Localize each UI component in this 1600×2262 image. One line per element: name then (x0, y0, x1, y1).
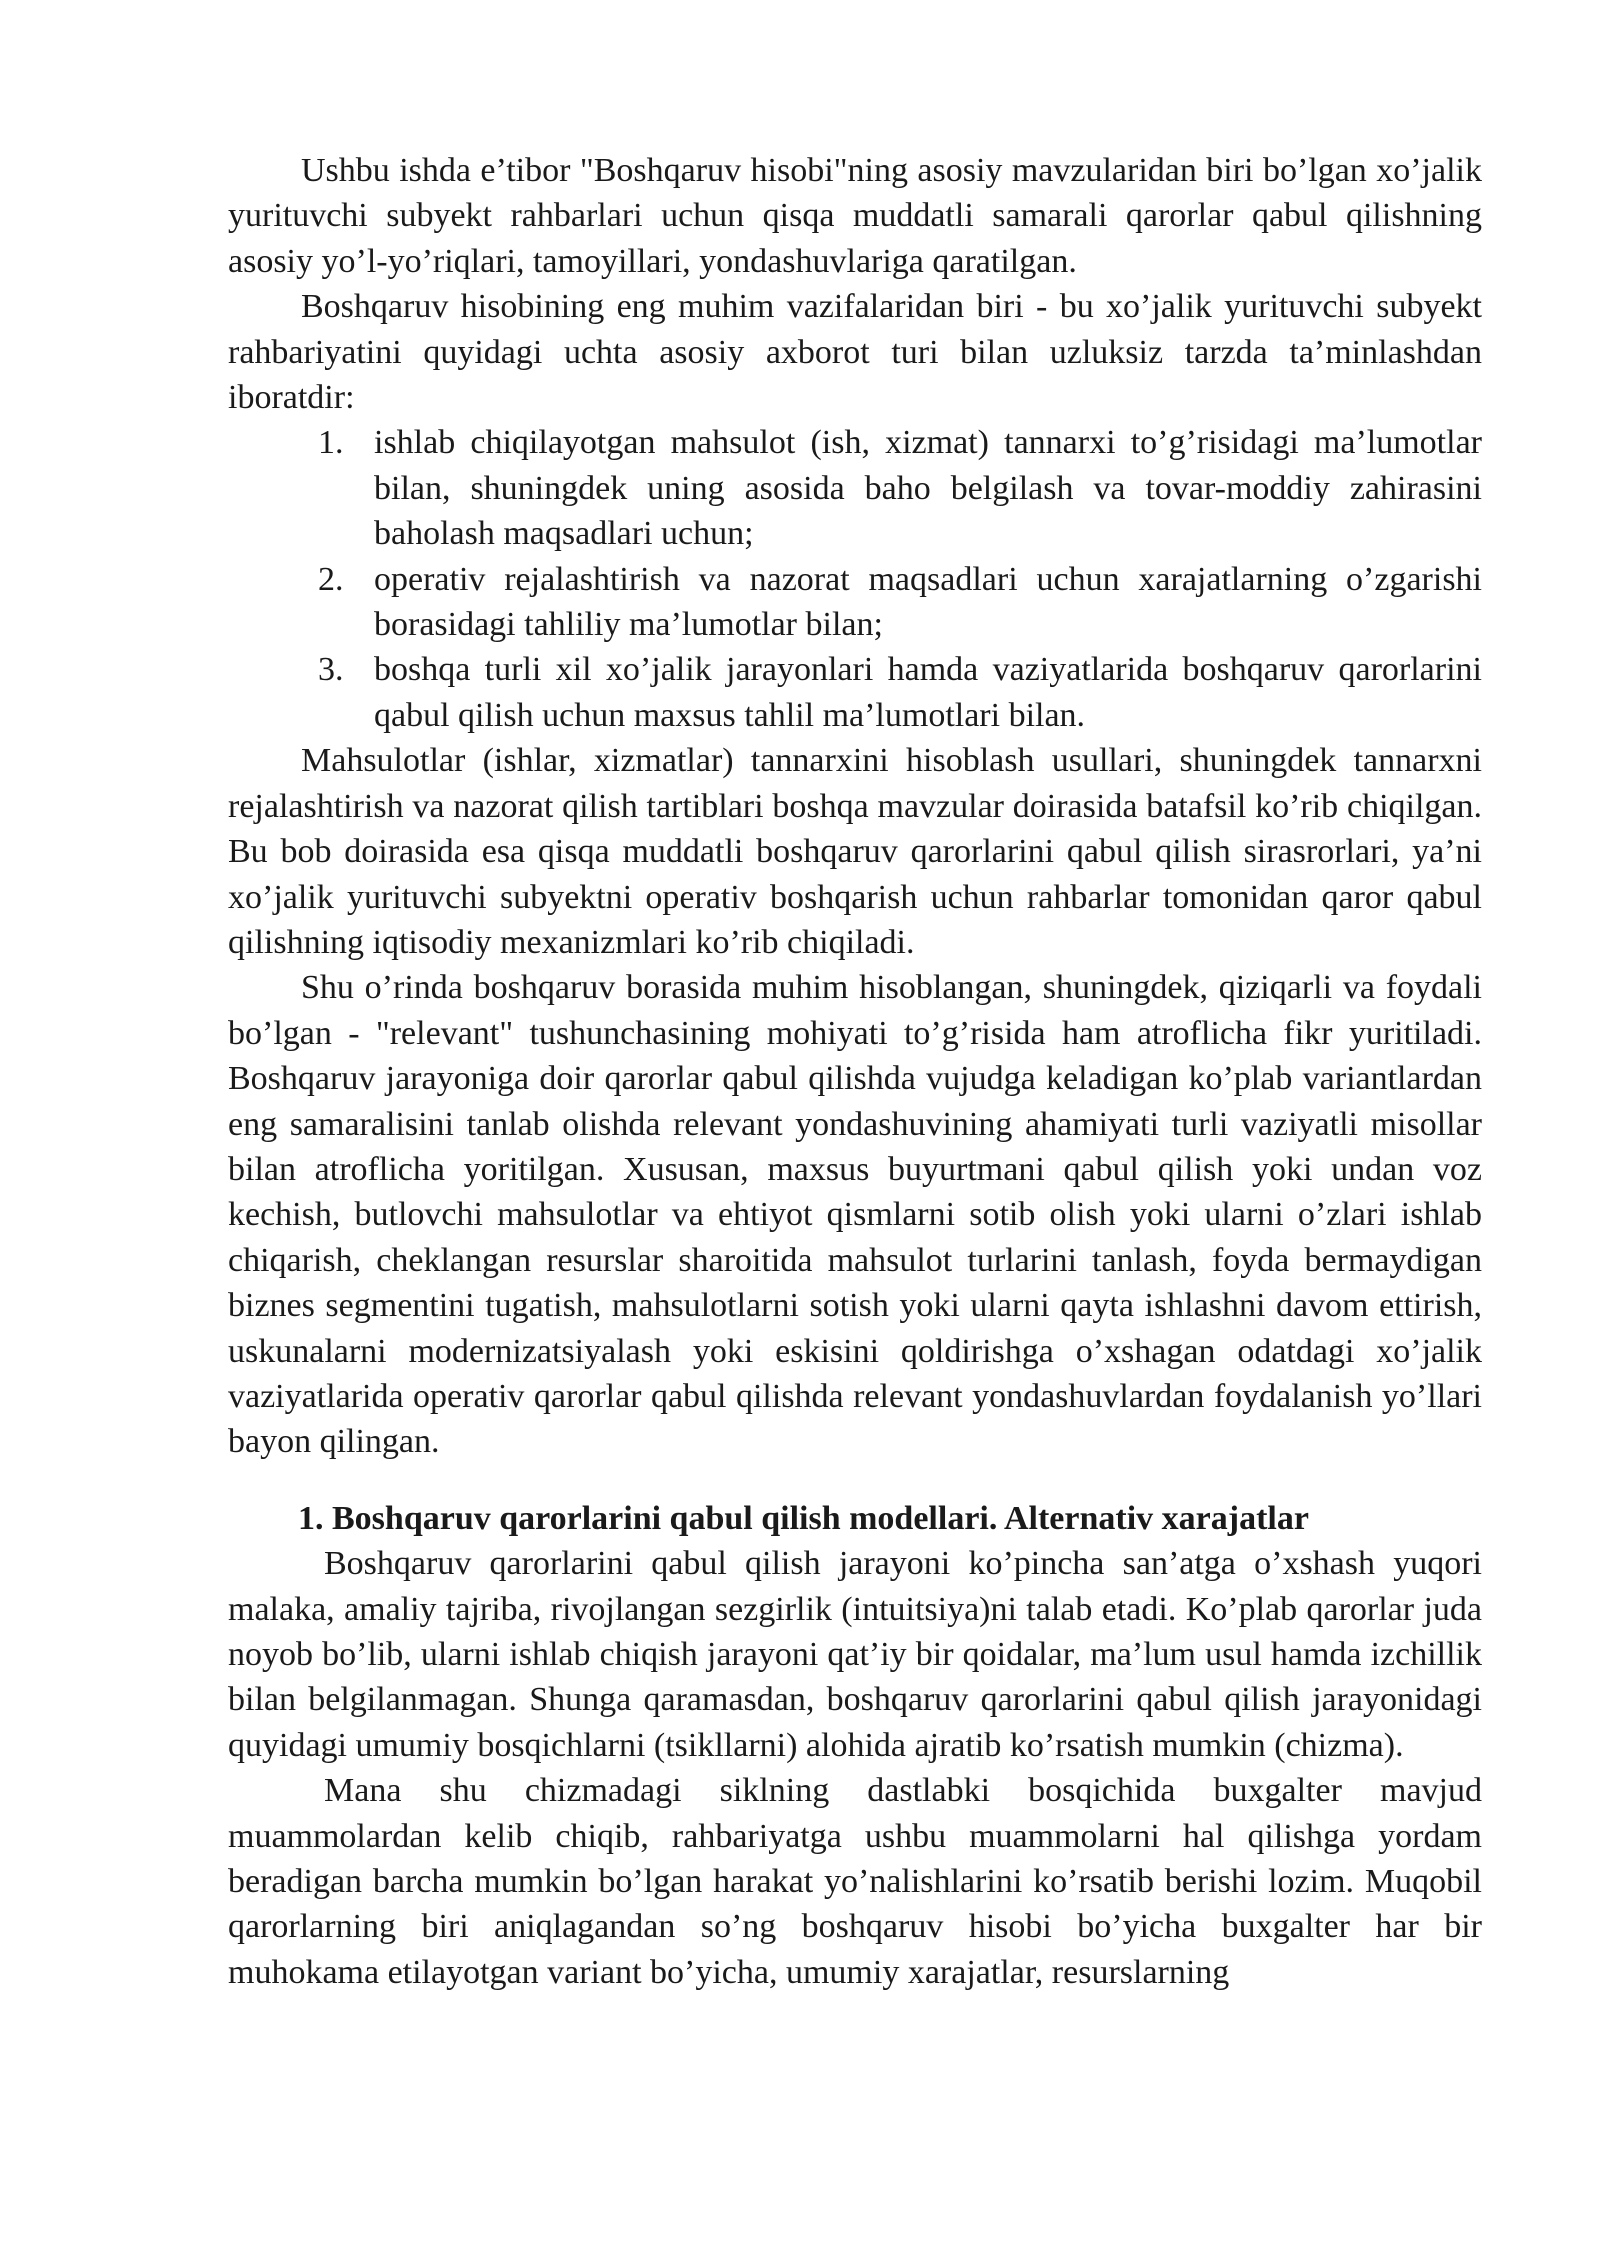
list-item-text: operativ rejalashtirish va nazorat maqsadlari uchun xarajatlarning o’zgarishi borasidagi tahliliy ma’lumotlar bilan; (374, 560, 1482, 644)
paragraph: Mana shu chizmadagi siklning dastlabki bosqichida buxgalter mavjud muammolardan kelib chiqib, rahbariyatga ushbu muammolarni hal qilishga yordam beradigan barcha mumkin bo’lgan harakat yo’nalishlarini ko’rsatib berishi lozim. Muqobil qarorlarning biri aniqlagandan so’ng boshqaruv hisobi bo’yicha buxgalter har bir muhokama etilayotgan variant bo’yicha, umumiy xarajatlar, resurslarning (228, 1772, 1482, 1991)
paragraph: Mahsulotlar (ishlar, xizmatlar) tannarxini hisoblash usullari, shuningdek tannarxni rejalashtirish va nazorat qilish tartiblari boshqa mavzular doirasida batafsil ko’rib chiqilgan. Bu bob doirasida esa qisqa muddatli boshqaruv qarorlarini qabul qilish sirasrorlari, ya’ni xo’jalik yurituvchi subyektni operativ boshqarish uchun rahbarlar tomonidan qaror qabul qilishning iqtisodiy mexanizmlari ko’rib chiqiladi. (228, 742, 1482, 961)
paragraph: Boshqaruv qarorlarini qabul qilish jarayoni ko’pincha san’atga o’xshash yuqori malaka, amaliy tajriba, rivojlangan sezgirlik (intuitsiya)ni talab etadi. Ko’plab qarorlar juda noyob bo’lib, ularni ishlab chiqish jarayoni qat’iy bir qoidalar, ma’lum usul hamda izchillik bilan belgilanmagan. Shunga qaramasdan, boshqaruv qarorlarini qabul qilish jarayonidagi quyidagi umumiy bosqichlarni (tsikllarni) alohida ajratib ko’rsatish mumkin (chizma). (228, 1545, 1482, 1764)
section-heading: 1. Boshqaruv qarorlarini qabul qilish modellari. Alternativ xarajatlar (298, 1499, 1309, 1537)
list-item-text: boshqa turli xil xo’jalik jarayonlari hamda vaziyatlarida boshqaruv qarorlarini qabul qilish uchun maxsus tahlil ma’lumotlari bilan. (374, 651, 1482, 734)
paragraph: Ushbu ishda e’tibor "Boshqaruv hisobi"ning asosiy mavzularidan biri bo’lgan xo’jalik yurituvchi subyekt rahbarlari uchun qisqa muddatli samarali qarorlar qabul qilishning asosiy yo’l-yo’riqlari, tamoyillari, yondashuvlariga qaratilgan. (228, 152, 1482, 280)
list-item (228, 420, 1482, 556)
list-item-number: 3. (318, 651, 344, 689)
paragraph: Boshqaruv hisobining eng muhim vazifalaridan biri - bu xo’jalik yurituvchi subyekt rahbariyatini quyidagi uchta asosiy axborot turi bilan uzluksiz tarzda ta’minlashdan iboratdir: (228, 288, 1482, 417)
list-item-number: 1. (318, 424, 344, 462)
list-item-text: ishlab chiqilayotgan mahsulot (ish, xizmat) tannarxi to’g’risidagi ma’lumotlar bilan, shuningdek uning asosida baho belgilash va tovar-moddiy zahirasini baholash maqsadlari uchun; (374, 424, 1482, 553)
document-body (228, 148, 1482, 1995)
numbered-list (228, 420, 1482, 738)
list-item-number: 2. (318, 560, 344, 598)
list-item (228, 647, 1482, 738)
list-item (228, 557, 1482, 648)
paragraph: Shu o’rinda boshqaruv borasida muhim hisoblangan, shuningdek, qiziqarli va foydali bo’lgan - "relevant" tushunchasining mohiyati to’g’risida ham atroflicha fikr yuritiladi. Boshqaruv jarayoniga doir qarorlar qabul qilishda vujudga keladigan ko’plab variantlardan eng samaralisini tanlab olishda relevant yondashuvining ahamiyati turli vaziyatli misollar bilan atroflicha yoritilgan. Xususan, maxsus buyurtmani qabul qilish yoki undan voz kechish, butlovchi mahsulotlar va ehtiyot qismlarni sotib olish yoki ularni o’zlari ishlab chiqarish, cheklangan resurslar sharoitida mahsulot turlarini tanlash, foyda bermaydigan biznes segmentini tugatish, mahsulotlarni sotish yoki ularni qayta ishlashni davom ettirish, uskunalarni modernizatsiyalash yoki eskisini qoldirishga o’xshagan odatdagi xo’jalik vaziyatlarida operativ qarorlar qabul qilishda relevant yondashuvlardan foydalanish yo’llari bayon qilingan. (228, 969, 1482, 1461)
